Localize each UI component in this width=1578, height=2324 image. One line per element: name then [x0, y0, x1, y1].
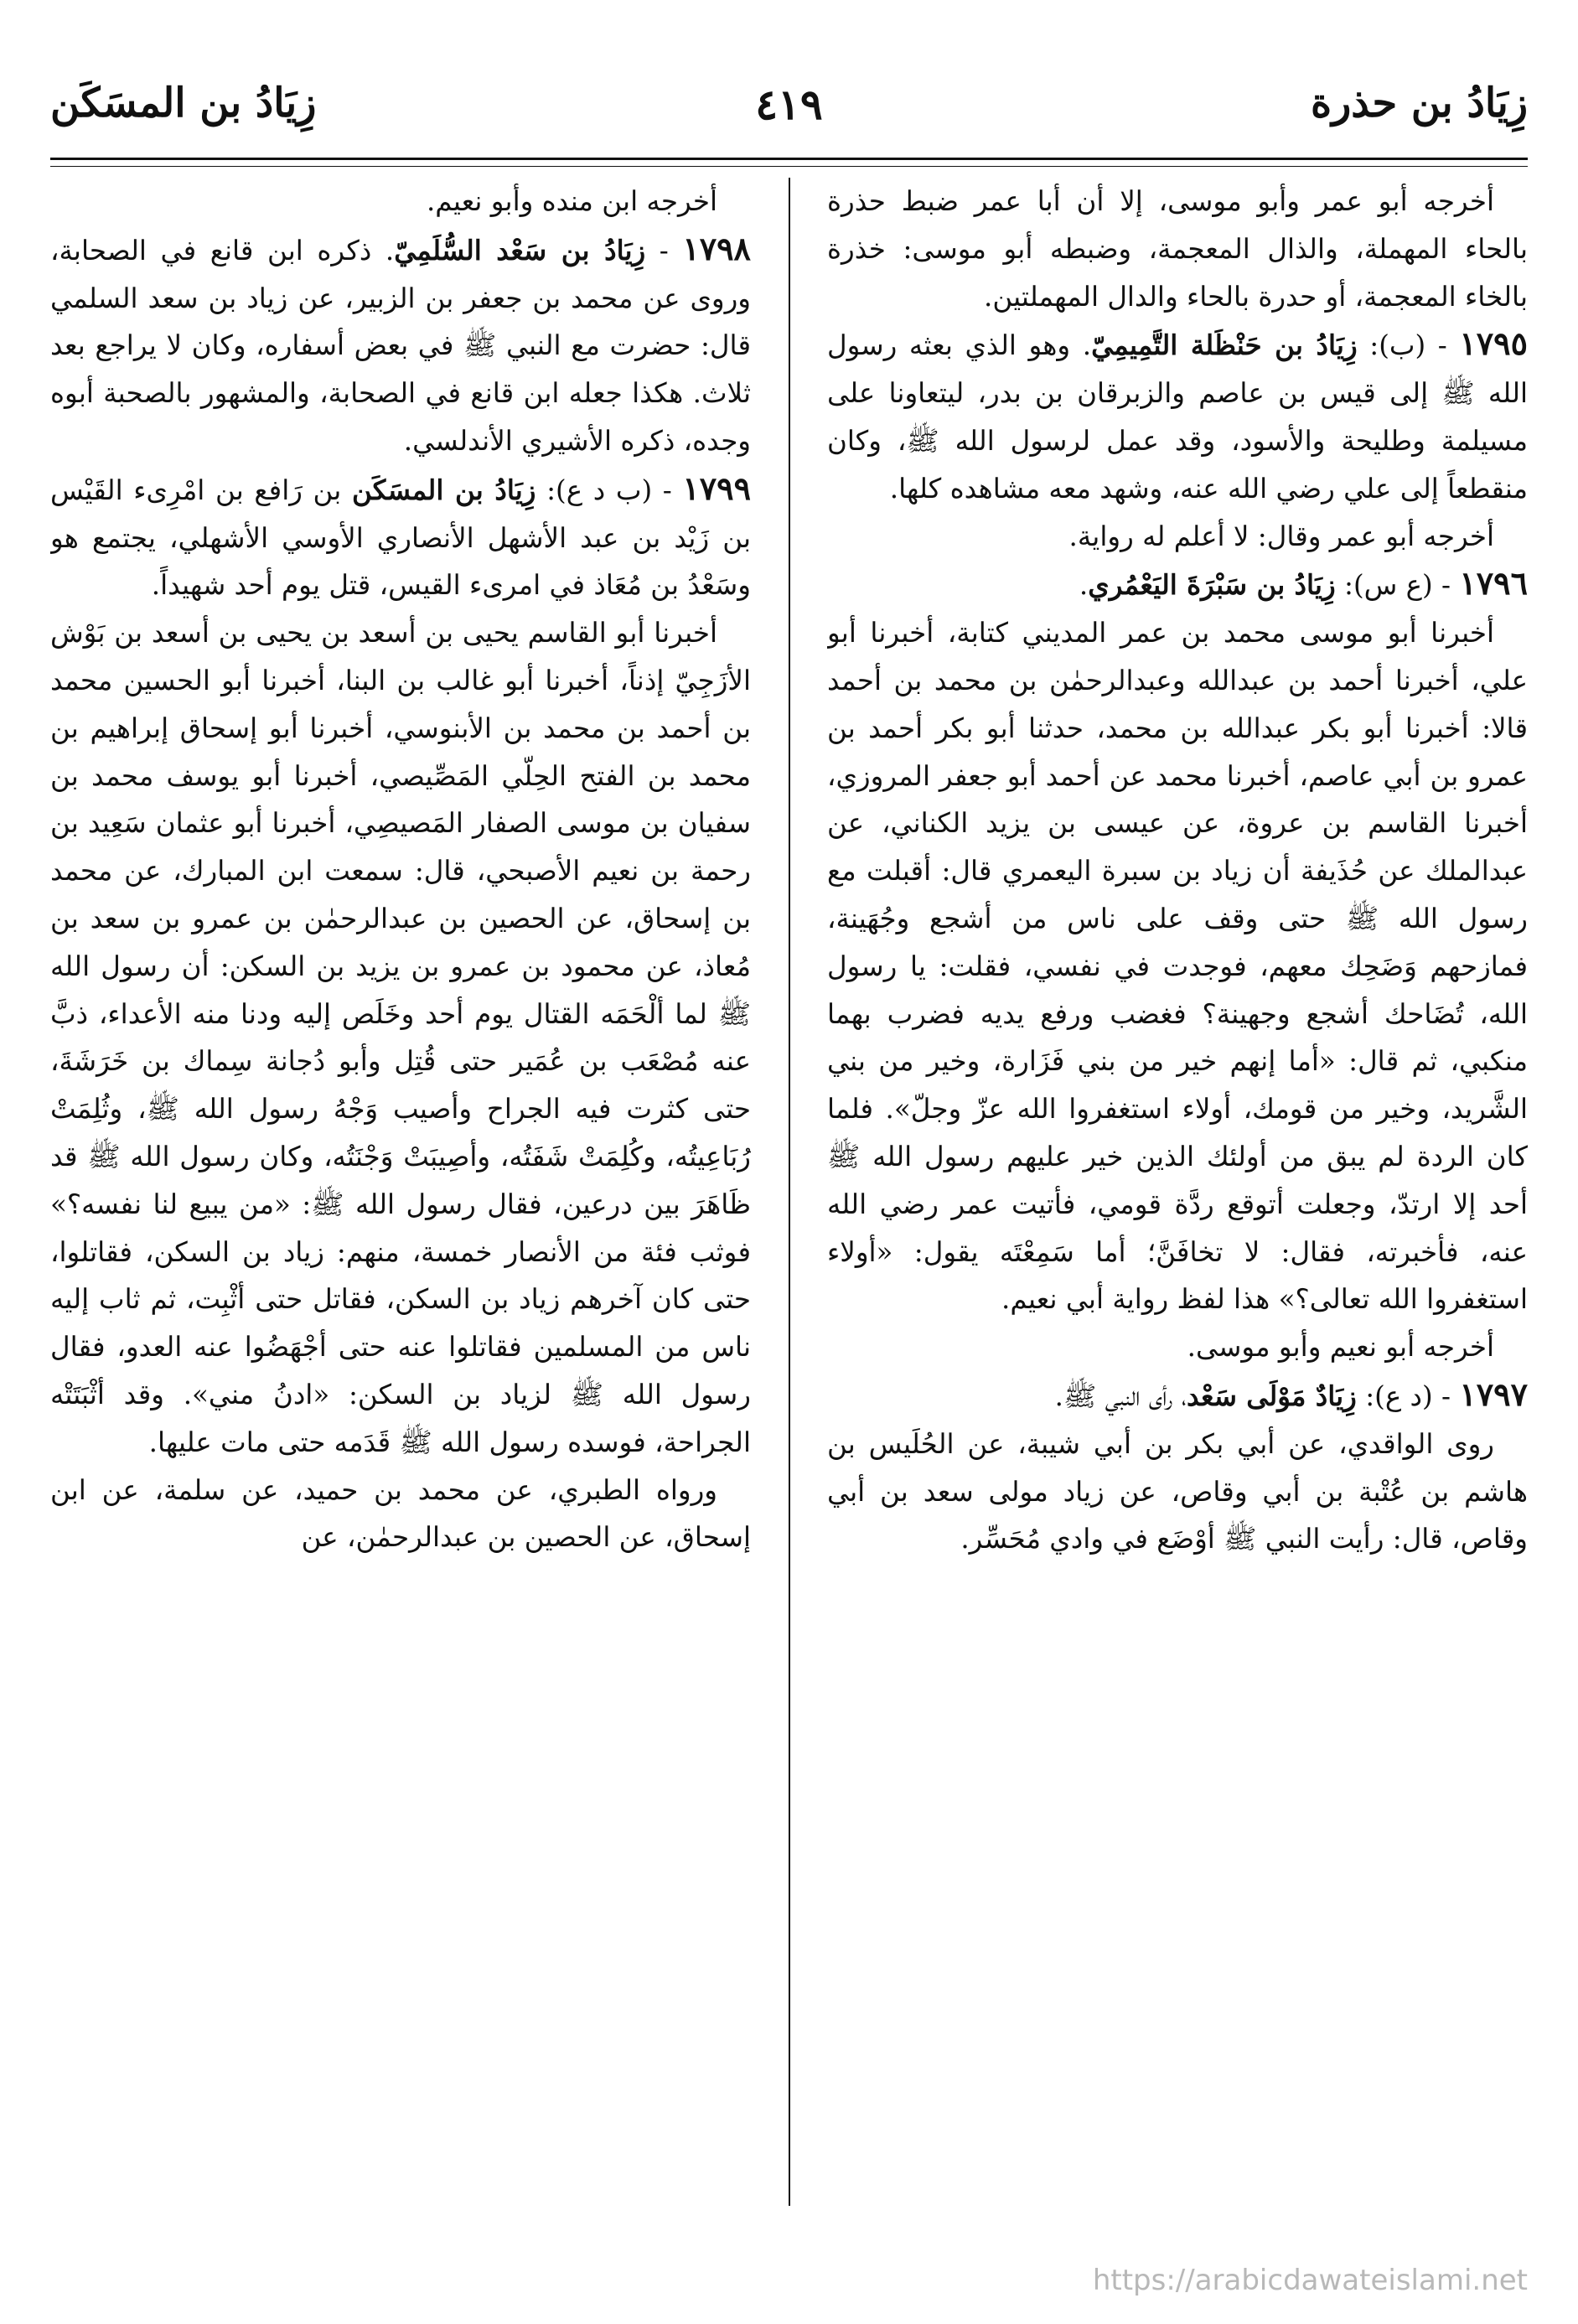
header-rule-thin: [50, 166, 1528, 167]
running-header: [50, 80, 1528, 147]
entry-source-code: -: [645, 234, 683, 267]
biography-entry: [50, 465, 751, 609]
entry-number: ١٧٩٨: [682, 229, 751, 267]
entry-name: زِيَادُ بن المسَكَن: [351, 473, 536, 506]
watermark-url: https://arabicdawateislami.net: [1092, 2264, 1528, 2297]
entry-name: زِيَادٌ مَوْلَى سَعْد: [1186, 1379, 1357, 1412]
entry-text: بن رَافع بن امْرِىء القَيْس بن زَيْد بن عبد الأشهل الأنصاري الأوسي الأشهلي، يجتمع هو وسَعْدُ بن مُعَاذ في امرىء القيس، قتل يوم أحد شهيداً.: [50, 474, 751, 602]
paragraph: أخرجه أبو عمر وأبو موسى، إلا أن أبا عمر ضبط حذرة بالحاء المهملة، والذال المعجمة، وضبطه أبو موسى: خذرة بالخاء المعجمة، أو حدرة بالحاء والدال المهملتين.: [827, 185, 1528, 313]
paragraph: أخبرنا أبو القاسم يحيى بن أسعد بن يحيى بن أسعد بن بَوْش الأزَجِيّ إذناً، أخبرنا أبو غالب بن البنا، أخبرنا أبو الحسين محمد بن أحمد بن محمد بن الأبنوسي، أخبرنا أبو إسحاق إبراهيم بن محمد بن الفتح الحِلّي المَصِّيصي، أخبرنا أبو يوسف محمد بن سفيان بن موسى الصفار المَصيصِي، أخبرنا أبو عثمان سَعِيد بن رحمة بن نعيم الأصبحي، قال: سمعت ابن المبارك، عن محمد بن إسحاق، عن الحصين بن عبدالرحمٰن بن عمرو بن سعد بن مُعاذ، عن محمود بن عمرو بن يزيد بن السكن: أن رسول الله ﷺ لما ألْحَمَه القتال يوم أحد وخَلَص إليه ودنا منه الأعداء، ذبَّ عنه مُصْعَب بن عُمَير حتى قُتِل وأبو دُجانة سِماك بن خَرَشَةَ، حتى كثرت فيه الجراح وأصيب وَجْهُ رسول الله ﷺ، وثُلِمَتْ رُبَاعِيتُه، وكُلِمَتْ شَفَتُه، وأصِيبَتْ وَجْنَتُه، وكان رسول الله ﷺ قد ظَاهَرَ بين درعين، فقال رسول الله ﷺ: «من يبيع لنا نفسه؟» فوثب فئة من الأنصار خمسة، منهم: زياد بن السكن، فقاتلوا، حتى كان آخرهم زياد بن السكن، فقاتل حتى أثْبِت، ثم ثاب إليه ناس من المسلمين فقاتلوا عنه حتى أجْهَضُوا عنه العدو، فقال رسول الله ﷺ لزياد بن السكن: «ادنُ مني». وقد أثْبَتَتْه الجراحة، فوسده رسول الله ﷺ قَدَمه حتى مات عليها.: [50, 617, 751, 1458]
entry-number: ١٧٩٧: [1459, 1374, 1528, 1413]
entry-source-code: - (د ع):: [1356, 1379, 1460, 1412]
entry-text: . ذكره ابن قانع في الصحابة، وروى عن محمد بن جعفر بن الزبير، عن زياد بن سعد السلمي قال: حضرت مع النبي ﷺ في بعض أسفاره، وكان لا يراجع بعد ثلاث. هكذا جعله ابن قانع في الصحابة، والمشهور بالصحبة أبوه وجده، ذكره الأشيري الأندلسي.: [50, 234, 751, 457]
entry-name: زِيَادُ بن سَعْد السُّلَمِيّ: [394, 233, 646, 267]
paragraph: أخرجه أبو عمر وقال: لا أعلم له رواية.: [1068, 520, 1494, 552]
entry-text: . وهو الذي بعثه رسول الله ﷺ إلى قيس بن عاصم والزبرقان بن بدر، ليتعاونا على مسيلمة وطليحة والأسود، وقد عمل لرسول الله ﷺ، وكان منقطعاً إلى علي رضي الله عنه، وشهد معه مشاهده كلها.: [827, 329, 1528, 505]
biography-entry: [827, 1371, 1528, 1421]
paragraph: أخبرنا أبو موسى محمد بن عمر المديني كتابة، أخبرنا أبو علي، أخبرنا أحمد بن عبدالله وعبدالرحمٰن بن محمد بن أحمد قالا: أخبرنا أبو بكر عبدالله بن محمد، حدثنا أبو بكر أحمد بن عمرو بن أبي عاصم، أخبرنا محمد عن أحمد أبو جعفر المروزي، أخبرنا القاسم بن عروة، عن عيسى بن يزيد الكناني، عن عبدالملك عن حُذَيفة أن زياد بن سبرة اليعمري قال: أقبلت مع رسول الله ﷺ حتى وقف على ناس من أشجع وجُهَينة، فمازحهم وَضَحِك معهم، فوجدت في نفسي، فقلت: يا رسول الله، تُضَاحك أشجع وجهينة؟ فغضب ورفع يديه فضرب بهما منكبي، ثم قال: «أما إنهم خير من بني فَزَارة، وخير من بني الشَّريد، وخير من قومك، أولاء استغفروا الله عزّ وجلّ». فلما كان الردة لم يبق من أولئك الذين خير عليهم رسول الله ﷺ أحد إلا ارتدّ، وجعلت أتوقع ردَّة قومي، فأتيت عمر رضي الله عنه، فأخبرته، فقال: لا تخافَنَّ؛ أما سَمِعْتَه يقول: «أولاء استغفروا الله تعالى؟» هذا لفظ رواية أبي نعيم.: [827, 617, 1528, 1316]
running-title-right: زِيَادُ بن حذرة: [1310, 80, 1528, 127]
entry-source-code: - (ب د ع):: [535, 474, 683, 506]
text-column-right: [827, 178, 1528, 1563]
entry-number: ١٧٩٥: [1459, 324, 1528, 363]
page-number: ٤١٩: [755, 80, 823, 129]
paragraph: أخرجه أبو نعيم وأبو موسى.: [1187, 1331, 1494, 1364]
header-rule: [50, 158, 1528, 160]
running-title-left: زِيَادُ بن المسَكَن: [50, 80, 317, 127]
entry-source-code: - (ب):: [1357, 329, 1460, 362]
paragraph: أخرجه ابن منده وأبو نعيم.: [426, 185, 717, 217]
entry-text: ، رأى النبي ﷺ.: [1054, 1379, 1187, 1412]
entry-text: .: [1079, 569, 1089, 602]
paragraph: ورواه الطبري، عن محمد بن حميد، عن سلمة، عن ابن إسحاق، عن الحصين بن عبدالرحمٰن، عن: [50, 1473, 751, 1554]
biography-entry: [827, 560, 1528, 609]
entry-name: زِيَادُ بن حَنْظَلة التَّمِيمِيّ: [1091, 329, 1358, 362]
text-column-left: [50, 178, 751, 1561]
entry-source-code: - (ع س):: [1335, 569, 1460, 602]
biography-entry: [827, 320, 1528, 512]
biography-entry: [50, 225, 751, 465]
column-divider: [789, 178, 790, 2206]
paragraph: روى الواقدي، عن أبي بكر بن أبي شيبة، عن الحُلَيس بن هاشم بن عُتْبة بن أبي وقاص، عن زياد مولى سعد بن أبي وقاص، قال: رأيت النبي ﷺ أوْضَع في وادي مُحَسِّر.: [827, 1427, 1528, 1555]
entry-number: ١٧٩٩: [682, 468, 751, 507]
entry-name: زِيَادُ بن سَبْرَةَ اليَعْمُري: [1088, 568, 1336, 602]
entry-number: ١٧٩٦: [1459, 564, 1528, 603]
